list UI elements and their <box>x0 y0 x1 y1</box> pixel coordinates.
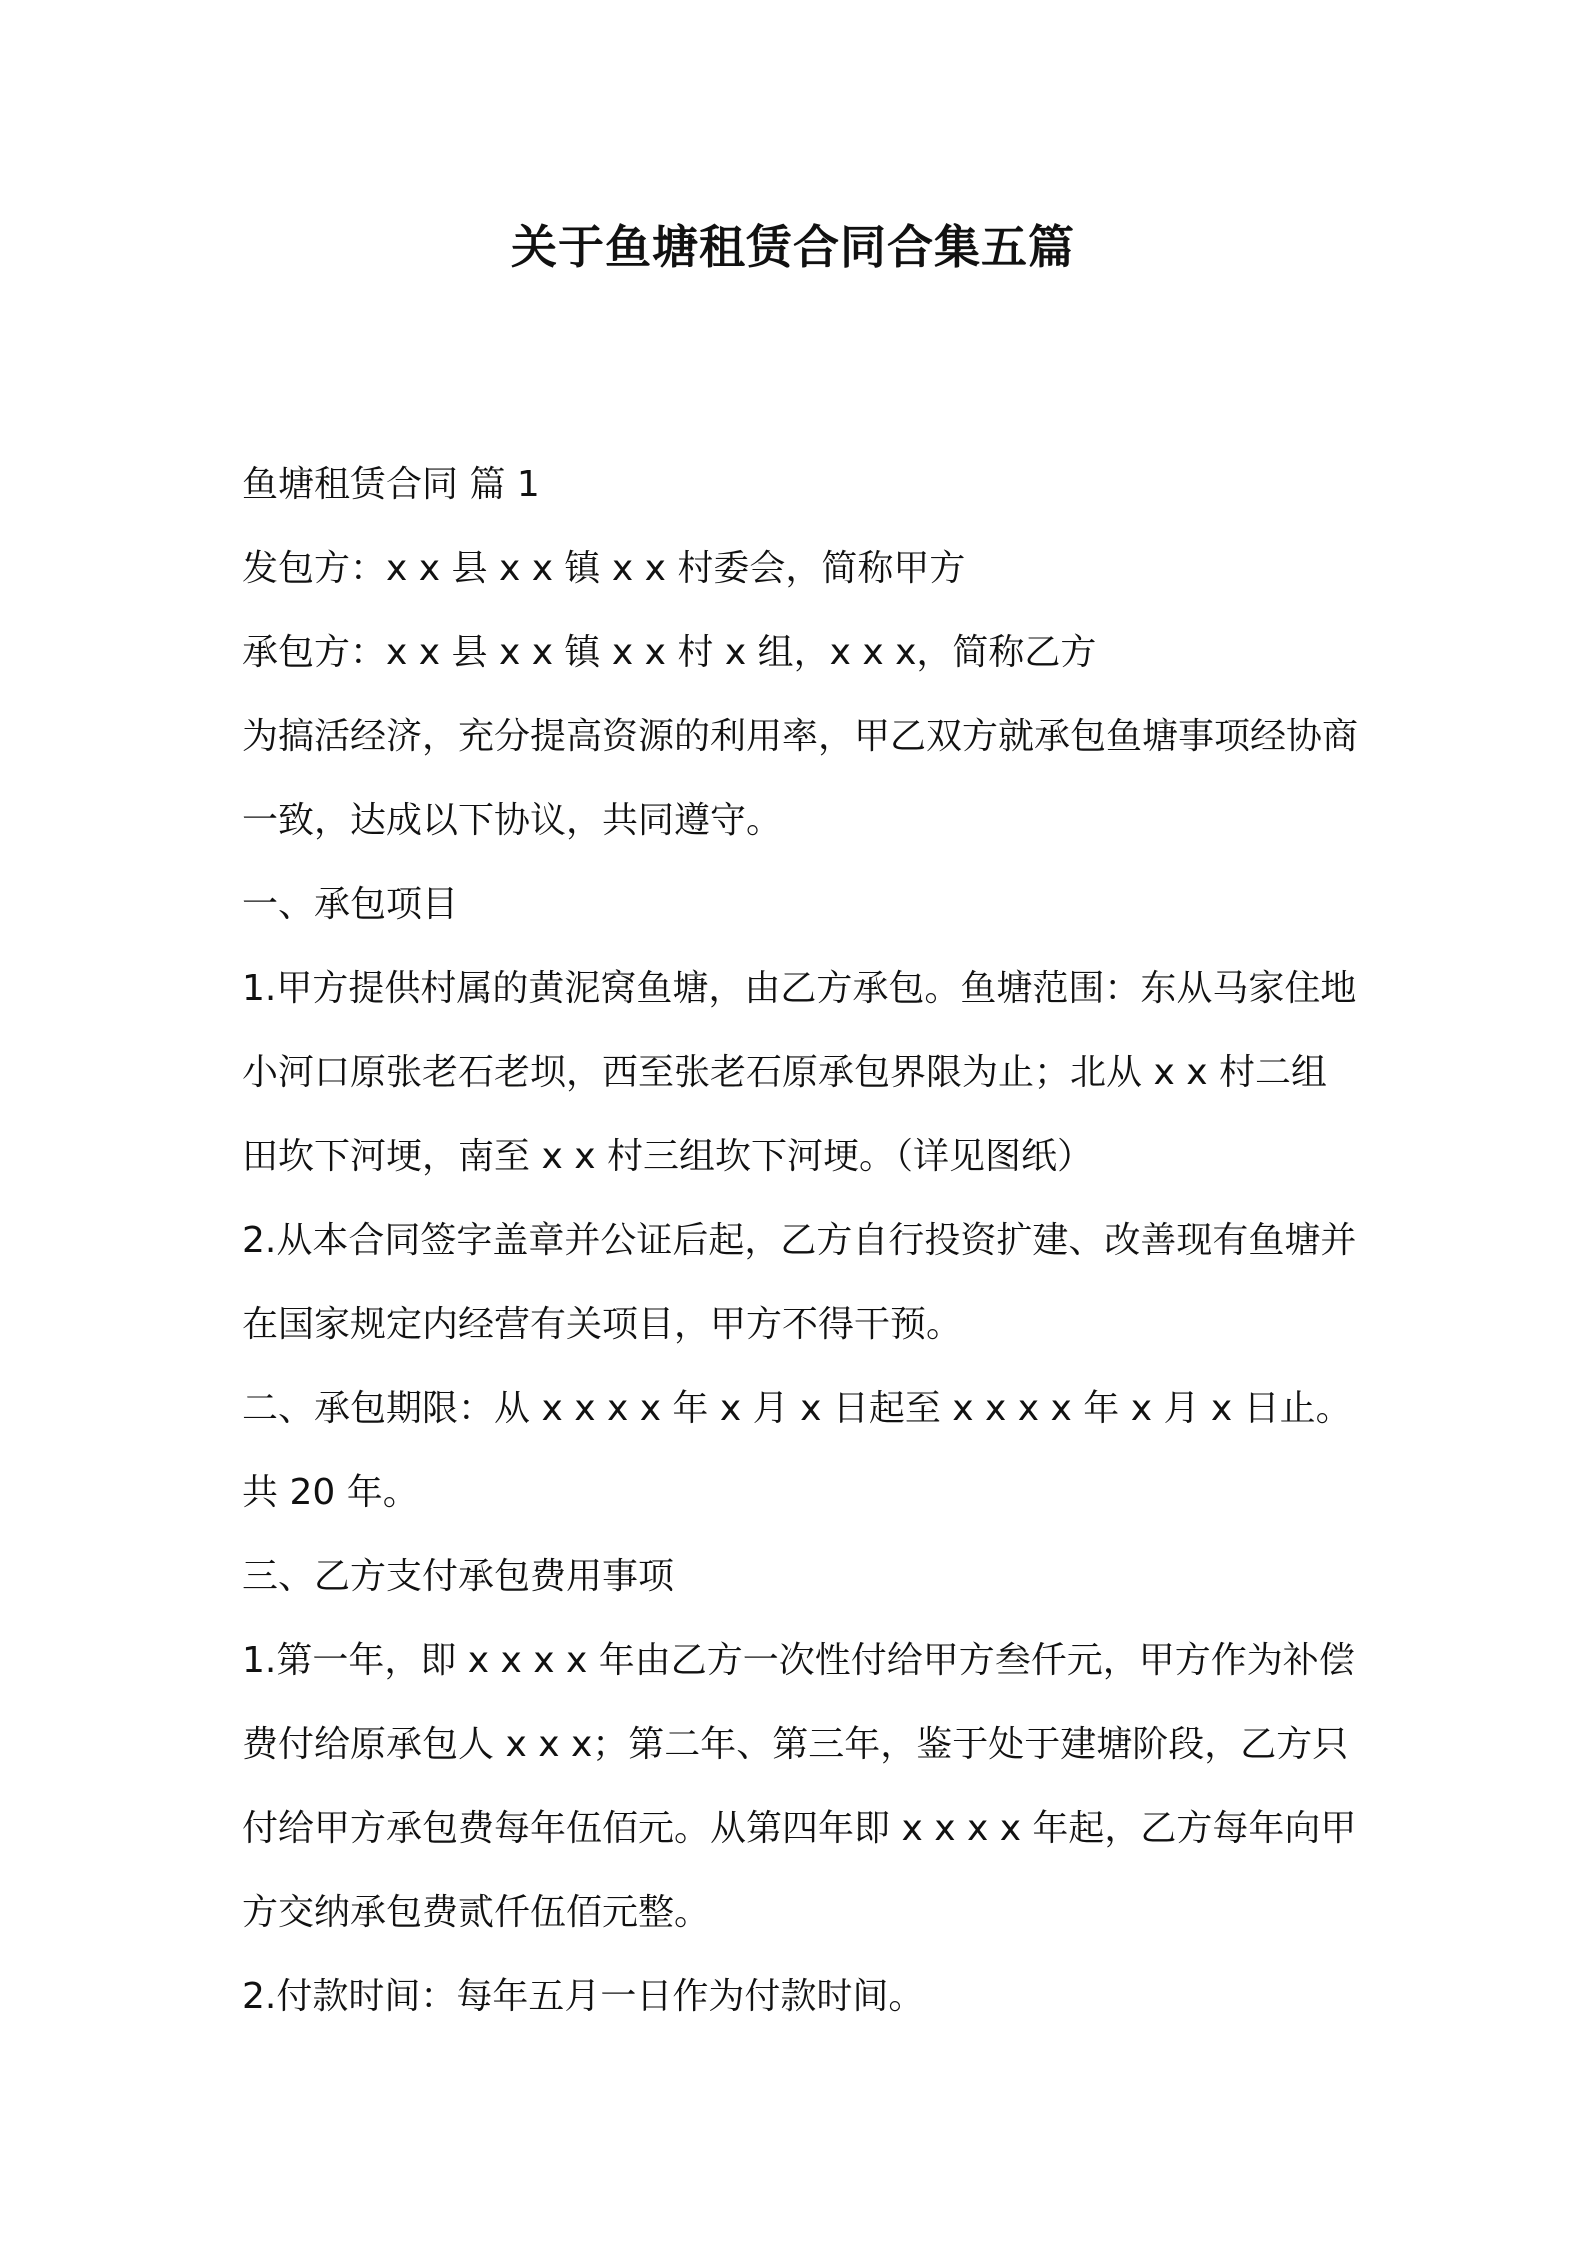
document-body <box>242 443 1360 2039</box>
clause-project-2: 2.从本合同签字盖章并公证后起，乙方自行投资扩建、改善现有鱼塘并在国家规定内经营有关项目，甲方不得干预。 <box>242 1220 1357 1345</box>
clause-payment-1: 1.第一年，即 x x x x 年由乙方一次性付给甲方叁仟元，甲方作为补偿费付给原承包人 x x x；第二年、第三年，鉴于处于建塘阶段，乙方只付给甲方承包费每年伍佰元。从第四年即 x x x x 年起，乙方每年向甲方交纳承包费贰仟伍佰元整。 <box>242 1640 1357 1933</box>
preamble-paragraph: 为搞活经济，充分提高资源的利用率，甲乙双方就承包鱼塘事项经协商一致，达成以下协议，共同遵守。 <box>242 716 1359 841</box>
party-a-line: 发包方：x x 县 x x 镇 x x 村委会，简称甲方 <box>242 548 966 589</box>
section-heading-project: 一、承包项目 <box>242 884 459 925</box>
clause-project-1: 1.甲方提供村属的黄泥窝鱼塘，由乙方承包。鱼塘范围：东从马家住地小河口原张老石老坝，西至张老石原承包界限为止；北从 x x 村二组田坎下河埂，南至 x x 村三组坎下河埂。（详见图纸） <box>242 968 1357 1177</box>
clause-payment-2: 2.付款时间：每年五月一日作为付款时间。 <box>242 1976 925 2017</box>
document-title: 关于鱼塘租赁合同合集五篇 <box>511 220 1075 274</box>
party-b-line: 承包方：x x 县 x x 镇 x x 村 x 组，x x x，简称乙方 <box>242 632 1097 673</box>
section-heading-payment: 三、乙方支付承包费用事项 <box>242 1556 675 1597</box>
section-heading-contract-1: 鱼塘租赁合同 篇 1 <box>242 464 540 505</box>
section-heading-term: 二、承包期限：从 x x x x 年 x 月 x 日起至 x x x x 年 x 月 x 日止。共 20 年。 <box>242 1388 1352 1513</box>
